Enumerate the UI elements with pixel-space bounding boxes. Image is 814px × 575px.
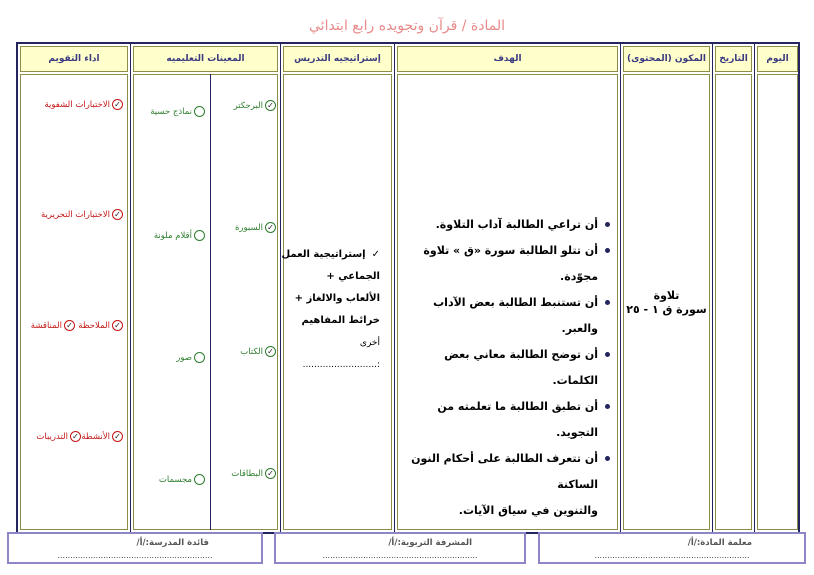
check-icon: ✓ [265, 100, 276, 111]
check-icon: ✓ [265, 222, 276, 233]
header-day: اليوم [757, 46, 798, 72]
signature-supervisor: المشرفة التربوية:/أ/ ............................................................. [274, 532, 526, 564]
assess-discussion-item[interactable]: ✓ المناقشة [31, 320, 75, 331]
aid-book-item[interactable]: ✓ الكتاب [240, 346, 276, 357]
aid-pens-item[interactable]: أقلام ملونة [154, 230, 205, 241]
header-strategy: إستراتيجيه التدريس [283, 46, 392, 72]
assess-activities-item[interactable]: ✓ الأنشطة [81, 431, 123, 442]
goals-list [400, 212, 610, 524]
col-assessment [18, 44, 130, 532]
col-day [754, 44, 800, 532]
assess-oral-item[interactable]: ✓ الاختبارات الشفوية [44, 99, 123, 110]
signature-teacher: معلمة المادة:/أ/ ............................................................. [538, 532, 806, 564]
aid-board-item[interactable]: ✓ السبورة [235, 222, 276, 233]
col-aids [130, 44, 280, 532]
lesson-plan-table [16, 42, 800, 534]
radio-circle-icon [194, 230, 205, 241]
checkmark-icon: ✓ [371, 249, 380, 260]
strategy-other: أخرى :.......................... [302, 338, 380, 370]
aids-cell [133, 74, 278, 530]
radio-circle-icon [194, 352, 205, 363]
date-cell [715, 74, 752, 530]
aid-models-item[interactable]: نماذج حسية [150, 106, 205, 117]
goal-item: أن تتعرف الطالبة على أحكام النون الساكنة [400, 446, 610, 498]
check-icon: ✓ [112, 320, 123, 331]
check-icon: ✓ [112, 99, 123, 110]
goal-item: أن توضح الطالبة معاني بعض الكلمات. [400, 342, 610, 394]
col-component [620, 44, 712, 532]
goal-item: أن تراعي الطالبة آداب التلاوة. [400, 212, 610, 238]
radio-circle-icon [194, 106, 205, 117]
col-strategy [280, 44, 394, 532]
radio-circle-icon [194, 474, 205, 485]
goal-item: أن تطبق الطالبة ما تعلمته من التجويد. [400, 394, 610, 446]
aid-projector-item[interactable]: ✓ البرجكتر [234, 100, 276, 111]
header-aids: المعينات التعليميه [133, 46, 278, 72]
col-goal [394, 44, 620, 532]
assess-written-item[interactable]: ✓ الاختبارات التحريرية [41, 209, 123, 220]
signature-principal: قائدة المدرسة:/أ/ ............................................................. [7, 532, 263, 564]
strategy-list: ✓إستراتيجية العمل الجماعي + الألعاب والالغاز + خرائط المفاهيم أخرى :.......................... [280, 244, 380, 376]
goal-item-continued: والتنوين في سياق الآيات. [458, 504, 598, 517]
check-icon: ✓ [265, 468, 276, 479]
col-date [712, 44, 754, 532]
page-title: المادة / قرآن وتجويده رابع ابتدائي [309, 18, 505, 34]
check-icon: ✓ [265, 346, 276, 357]
header-date: التاريخ [715, 46, 752, 72]
check-icon: ✓ [112, 431, 123, 442]
aids-divider [210, 74, 211, 530]
component-content: تلاوة سورة ق ١ - ٢٥ [626, 289, 707, 316]
header-assessment: اداء التقويم [20, 46, 128, 72]
assess-exercises-item[interactable]: ✓ التدريبات [36, 431, 81, 442]
header-component: المكون (المحتوى) [623, 46, 710, 72]
goal-item: أن تتلو الطالبة سورة «ق » تلاوة مجوّدة. [400, 238, 610, 290]
day-cell [757, 74, 798, 530]
assessment-cell [20, 74, 128, 530]
assess-observation-item[interactable]: ✓ الملاحظة [78, 320, 123, 331]
header-goal: الهدف [397, 46, 618, 72]
aid-pictures-item[interactable]: صور [176, 352, 205, 363]
goal-item: أن تستنبط الطالبة بعض الآداب والعبر. [400, 290, 610, 342]
check-icon: ✓ [112, 209, 123, 220]
aid-cards-item[interactable]: ✓ البطاقات [231, 468, 276, 479]
check-icon: ✓ [70, 431, 81, 442]
check-icon: ✓ [64, 320, 75, 331]
aid-solids-item[interactable]: مجسمات [159, 474, 205, 485]
